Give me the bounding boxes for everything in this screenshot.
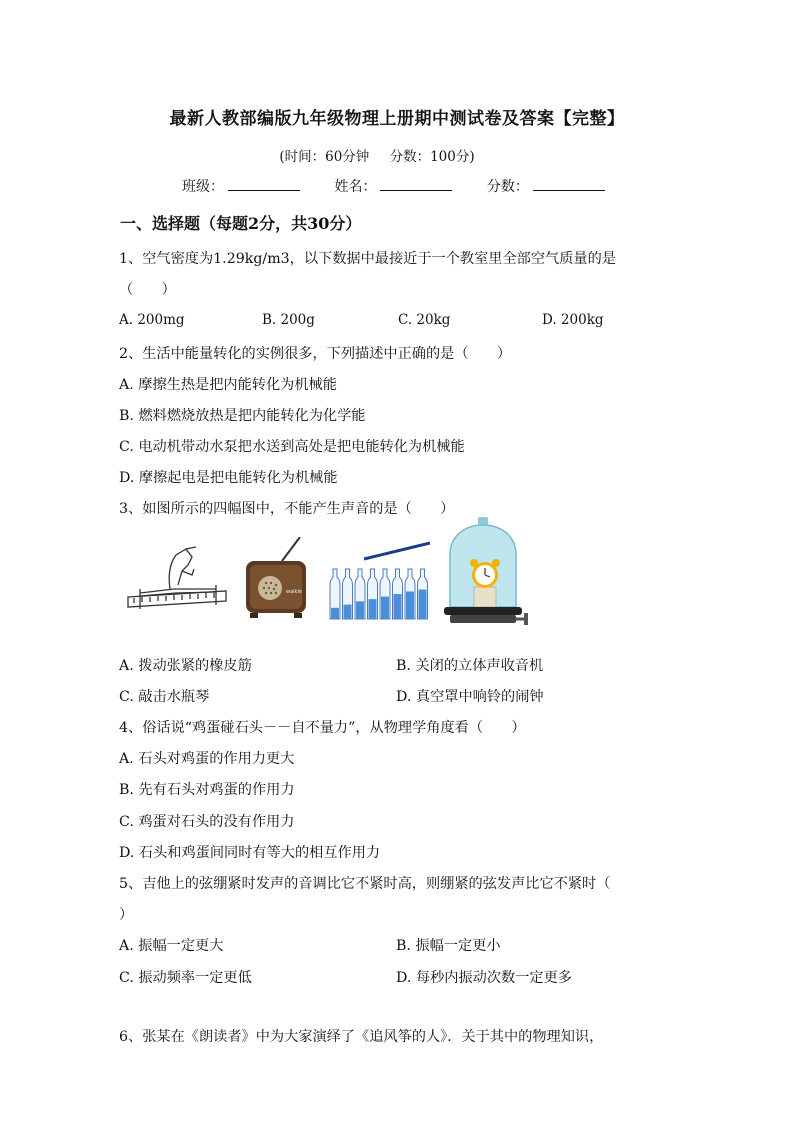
q1-stem-line1: 1、空气密度为1.29kg/m3，以下数据中最接近于一个教室里全部空气质量的是 bbox=[119, 251, 616, 267]
score-blank bbox=[533, 176, 605, 191]
q2-option-a: A. 摩擦生热是把内能转化为机械能 bbox=[119, 377, 337, 393]
q5-option-a: A. 振幅一定更大 bbox=[119, 938, 224, 954]
class-label: 班级： bbox=[182, 179, 224, 195]
q1-option-a: A. 200mg bbox=[119, 312, 185, 328]
bell-jar-clock-figure bbox=[440, 515, 530, 627]
exam-title: 最新人教部编版九年级物理上册期中测试卷及答案【完整】 bbox=[169, 109, 625, 129]
q1-stem-line2: （ ） bbox=[119, 282, 176, 298]
name-blank bbox=[380, 176, 452, 191]
q2-option-c: C. 电动机带动水泵把水送到高处是把电能转化为机械能 bbox=[119, 439, 465, 455]
q4-option-d: D. 石头和鸡蛋间同时有等大的相互作用力 bbox=[119, 845, 381, 861]
bottle-water bbox=[394, 594, 402, 619]
q4-option-c: C. 鸡蛋对石头的没有作用力 bbox=[119, 814, 295, 830]
score-label: 分数： bbox=[486, 179, 529, 195]
class-blank bbox=[228, 176, 300, 191]
total-score: 分数：100分) bbox=[389, 149, 475, 165]
q1-option-d: D. 200kg bbox=[542, 312, 604, 328]
q5-option-b: B. 振幅一定更小 bbox=[396, 938, 501, 954]
q2-option-d: D. 摩擦起电是把电能转化为机械能 bbox=[119, 470, 338, 486]
radio-brand-label: walkie bbox=[286, 589, 302, 595]
q5-option-d: D. 每秒内振动次数一定更多 bbox=[396, 970, 572, 986]
q3-figures bbox=[120, 525, 540, 637]
bottle-water bbox=[406, 591, 414, 619]
bottle-water bbox=[356, 601, 364, 619]
q1-option-c: C. 20kg bbox=[398, 312, 451, 328]
name-label: 姓名： bbox=[334, 179, 377, 195]
q4-option-b: B. 先有石头对鸡蛋的作用力 bbox=[119, 782, 295, 798]
bottle-water bbox=[381, 597, 389, 619]
q3-option-c: C. 敲击水瓶琴 bbox=[119, 689, 210, 705]
radio-figure bbox=[242, 537, 312, 621]
bottle-water bbox=[369, 599, 377, 619]
q6-stem-line1: 6、张某在《朗读者》中为大家演绎了《追风筝的人》．关于其中的物理知识， bbox=[119, 1029, 604, 1045]
time-limit: (时间：60分钟 bbox=[279, 149, 370, 165]
q5-option-c: C. 振动频率一定更低 bbox=[119, 970, 252, 986]
q5-stem-line1: 5、吉他上的弦绷紧时发声的音调比它不紧时高，则绷紧的弦发声比它不紧时（ bbox=[119, 876, 611, 892]
q5-stem-line2: ） bbox=[119, 907, 134, 923]
q2-stem: 2、生活中能量转化的实例很多，下列描述中正确的是（ ） bbox=[119, 346, 512, 362]
section-heading: 一、选择题（每题2分，共30分） bbox=[120, 214, 362, 233]
rubber-band-ruler-figure bbox=[126, 545, 228, 615]
student-info-row bbox=[182, 176, 635, 196]
q3-option-d: D. 真空罩中响铃的闹钟 bbox=[396, 689, 544, 705]
q1-option-b: B. 200g bbox=[262, 312, 315, 328]
q3-stem: 3、如图所示的四幅图中，不能产生声音的是（ ） bbox=[119, 501, 455, 517]
exam-subtitle bbox=[0, 145, 754, 165]
water-bottles-figure bbox=[328, 539, 432, 623]
bottle-water bbox=[344, 605, 352, 619]
bottle-water bbox=[419, 590, 427, 619]
q4-stem: 4、俗话说“鸡蛋碰石头－－自不量力”，从物理学角度看（ ） bbox=[119, 720, 526, 736]
q2-option-b: B. 燃料燃烧放热是把内能转化为化学能 bbox=[119, 408, 366, 424]
q3-option-a: A. 拨动张紧的橡皮筋 bbox=[119, 658, 252, 674]
bottle-water bbox=[331, 608, 339, 619]
q3-option-b: B. 关闭的立体声收音机 bbox=[396, 658, 544, 674]
q4-option-a: A. 石头对鸡蛋的作用力更大 bbox=[119, 751, 295, 767]
